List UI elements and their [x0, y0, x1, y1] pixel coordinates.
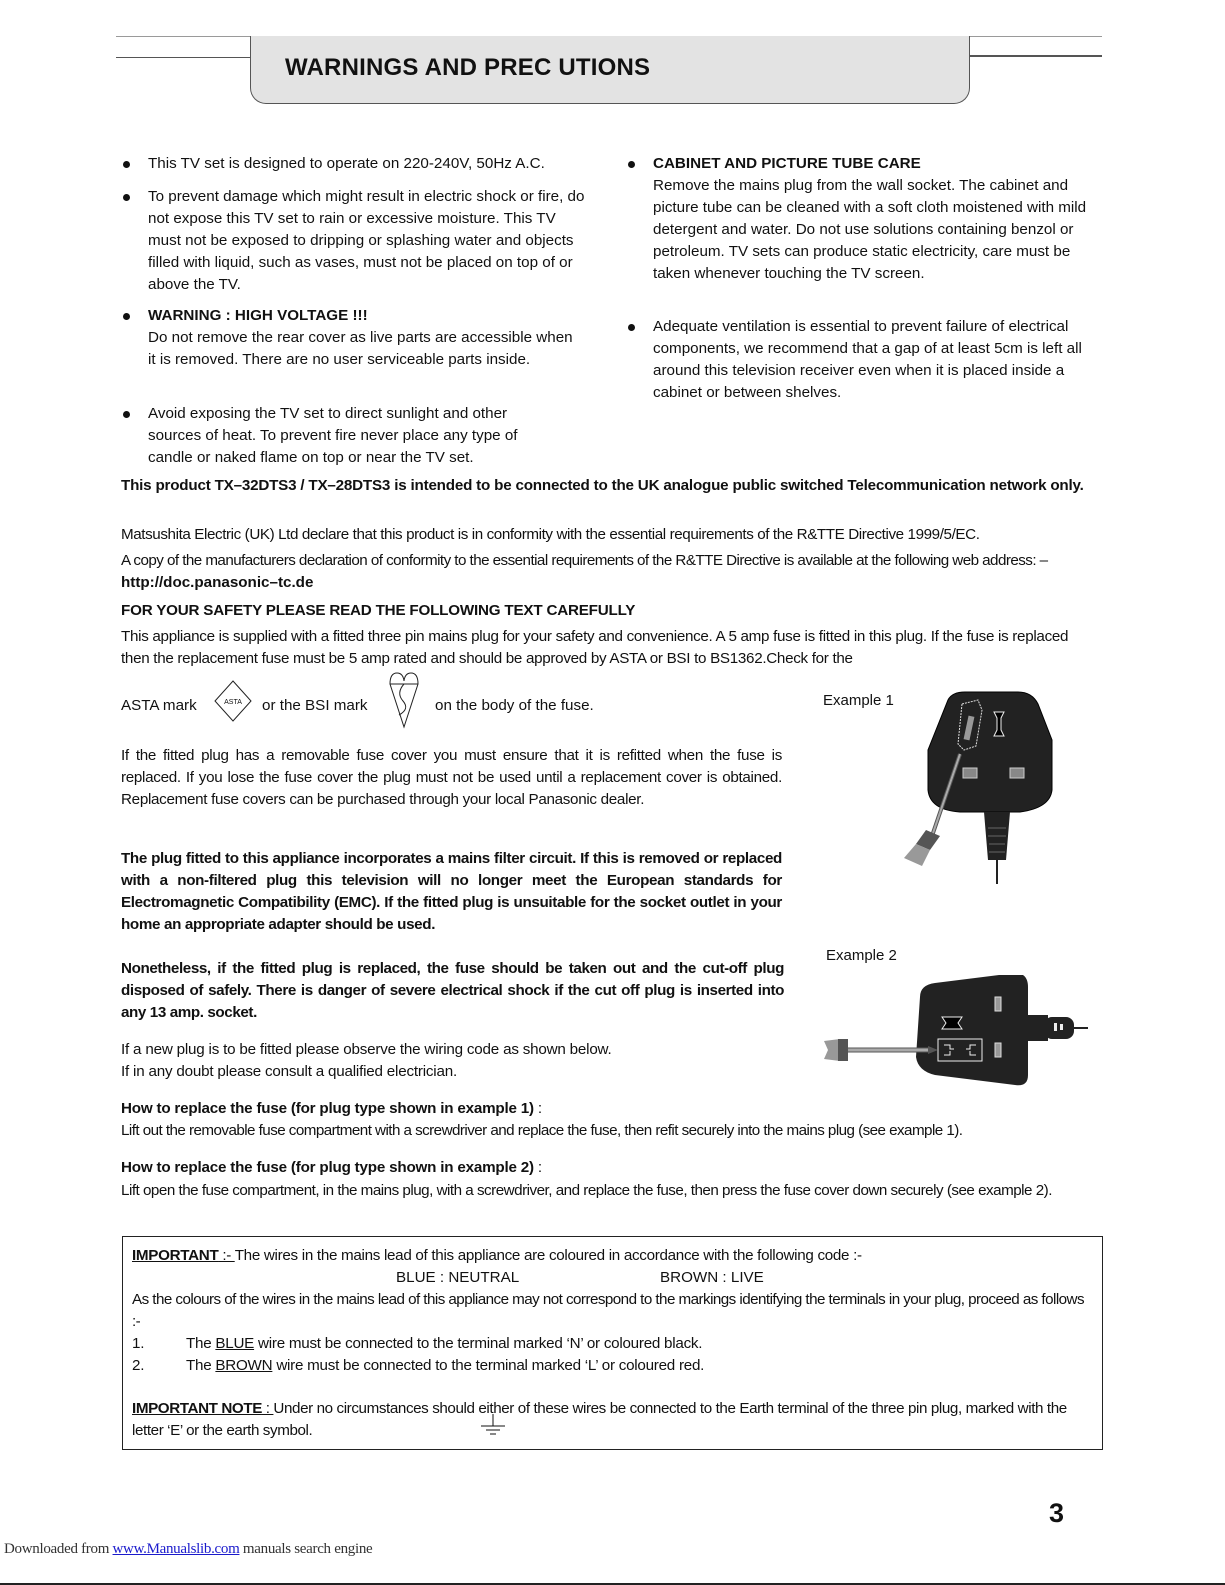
step-text-post: wire must be connected to the terminal marked ‘N’ or coloured black. [254, 1335, 703, 1352]
howto-example-1-heading-line [121, 1098, 542, 1120]
download-footer [4, 1541, 372, 1558]
bullet-heading: CABINET AND PICTURE TUBE CARE [653, 155, 921, 172]
bullet-icon [123, 161, 130, 168]
new-plug-line-2: If in any doubt please consult a qualified electrician. [121, 1063, 457, 1080]
bullet-icon [123, 313, 130, 320]
bullet-icon [628, 161, 635, 168]
manualslib-link[interactable]: www.Manualslib.com [112, 1541, 240, 1557]
howto-example-1-text: Lift out the removable fuse compartment with a screwdriver and replace the fuse, then refit securely into the mains plug (see example 1). [121, 1122, 963, 1139]
asta-label: ASTA mark [121, 697, 197, 714]
bullet-text: Avoid exposing the TV set to direct sunlight and other sources of heat. To prevent fire never place any type of candle or naked flame on top or near the TV set. [148, 405, 518, 466]
example-2-label: Example 2 [826, 947, 897, 964]
important-note [132, 1398, 1094, 1442]
asta-mark-icon [213, 679, 253, 723]
important-note-suffix: : [261, 1400, 274, 1417]
plug-example-2-illustration [820, 975, 1090, 1095]
important-intro-text: The wires in the mains lead of this appliance are coloured in accordance with the following code :- [234, 1247, 862, 1264]
cut-off-plug-warning: Nonetheless, if the fitted plug is replaced, the fuse should be taken out and the cut-off plug disposed of safely. There is danger of severe electrical shock if the cut off plug is inserted into any 13 amp. socket. [121, 960, 784, 1021]
wiring-step-1 [132, 1333, 702, 1355]
step-number: 2. [132, 1357, 145, 1374]
declaration-url-link[interactable]: http://doc.panasonic–tc.de [121, 574, 314, 591]
footer-suffix: manuals search engine [239, 1541, 373, 1557]
bullet-text: Do not remove the rear cover as live parts are accessible when it is removed. There are no user serviceable parts inside. [148, 329, 573, 368]
fuse-body-text: on the body of the fuse. [435, 697, 594, 714]
plug-example-1-illustration [900, 690, 1070, 890]
mains-filter-warning: The plug fitted to this appliance incorporates a mains filter circuit. If this is removed or replaced with a non-filtered plug this television will no longer meet the European standards for Electromagnetic Compatibility (EMC). If the fitted plug is unsuitable for the socket outlet in your home an appropriate adapter should be used. [121, 850, 782, 933]
howto-example-2-heading-line [121, 1157, 542, 1179]
important-note-text: Under no circumstances should either of these wires be connected to the Earth terminal of the three pin plug, marked with the letter ‘E’ or the earth symbol. [132, 1400, 1067, 1439]
declaration-copy [121, 550, 1101, 594]
example-1-label: Example 1 [823, 692, 894, 709]
telecom-notice: This product TX–32DTS3 / TX–28DTS3 is intended to be connected to the UK analogue public switched Telecommunication network only. [121, 477, 1084, 494]
important-label: IMPORTANT [132, 1247, 219, 1264]
bullet-heading: WARNING : HIGH VOLTAGE !!! [148, 307, 368, 324]
howto-example-2-heading: How to replace the fuse (for plug type shown in example 2) [121, 1159, 534, 1176]
new-plug-line-1: If a new plug is to be fitted please observe the wiring code as shown below. [121, 1041, 612, 1058]
howto-colon: : [533, 1159, 542, 1176]
fuse-cover-paragraph: If the fitted plug has a removable fuse cover you must ensure that it is refitted when the fuse is replaced. If you lose the fuse cover the plug must not be used until a replacement cover is obtained. Replacement fuse covers can be purchased through your local Panasonic dealer. [121, 747, 782, 808]
safety-intro: This appliance is supplied with a fitted three pin mains plug for your safety and convenience. A 5 amp fuse is fitted in this plug. If the fuse is replaced then the replacement fuse must be 5 amp rated and should be approved by ASTA or BSI to BS1362.Check for the [121, 628, 1069, 667]
bullet-text: To prevent damage which might result in electric shock or fire, do not expose this TV set to rain or excessive moisture. This TV must not be exposed to dripping or splashing water and objects filled with liquid, such as vases, must not be placed on top of or above the TV. [148, 188, 585, 293]
bullet-text: Remove the mains plug from the wall socket. The cabinet and picture tube can be cleaned with a soft cloth moistened with mild detergent and water. Do not use solutions containing benzol or petroleum. TV sets can produce static electricity, care must be taken whenever touching the TV screen. [653, 177, 1087, 282]
brown-wire-code: BROWN : LIVE [660, 1269, 764, 1286]
bullet-icon [123, 194, 130, 201]
conformity-statement: Matsushita Electric (UK) Ltd declare that this product is in conformity with the essential requirements of the R&TTE Directive 1999/5/EC. [121, 526, 980, 543]
wiring-step-2 [132, 1355, 704, 1377]
step-number: 1. [132, 1335, 145, 1352]
step-text-pre: The [186, 1335, 216, 1352]
declaration-copy-text: A copy of the manufacturers declaration of conformity to the essential requirements of the R&TTE Directive is available at the following web address: – [121, 552, 1048, 569]
bullet-text: Adequate ventilation is essential to prevent failure of electrical components, we recommend that a gap of at least 5cm is left all around this television receiver even when it is placed inside a cabinet or between shelves. [653, 318, 1082, 401]
wire-colour-brown: BROWN [215, 1357, 273, 1374]
page-number: 3 [1049, 1498, 1065, 1528]
howto-colon: : [533, 1100, 542, 1117]
step-text-pre: The [186, 1357, 216, 1374]
howto-example-2-text: Lift open the fuse compartment, in the mains plug, with a screwdriver, and replace the fuse, then press the fuse cover down securely (see example 2). [121, 1182, 1052, 1199]
important-intro-line [132, 1245, 862, 1267]
wire-colour-blue: BLUE [215, 1335, 255, 1352]
step-text-post: wire must be connected to the terminal marked ‘L’ or coloured red. [272, 1357, 705, 1374]
page-title: WARNINGS AND PREC UTIONS [285, 54, 651, 81]
important-label-suffix: :- [218, 1247, 235, 1264]
safety-heading: FOR YOUR SAFETY PLEASE READ THE FOLLOWING TEXT CAREFULLY [121, 602, 636, 619]
header-rule-right [968, 55, 1102, 57]
bsi-label: or the BSI mark [262, 697, 368, 714]
bullet-icon [628, 324, 635, 331]
footer-prefix: Downloaded from [4, 1541, 113, 1557]
header-rule-left [116, 57, 250, 58]
important-note-label: IMPORTANT NOTE [132, 1400, 262, 1417]
colour-mismatch-text: As the colours of the wires in the mains lead of this appliance may not correspond to the markings identifying the terminals in your plug, proceed as follows :- [132, 1291, 1085, 1330]
blue-wire-code: BLUE : NEUTRAL [396, 1269, 520, 1286]
bullet-icon [123, 411, 130, 418]
earth-symbol-icon [478, 1412, 508, 1438]
svg-text:ASTA: ASTA [224, 699, 242, 706]
bsi-kitemark-icon [387, 671, 421, 729]
bullet-text: This TV set is designed to operate on 220-240V, 50Hz A.C. [148, 155, 545, 172]
howto-example-1-heading: How to replace the fuse (for plug type shown in example 1) [121, 1100, 534, 1117]
